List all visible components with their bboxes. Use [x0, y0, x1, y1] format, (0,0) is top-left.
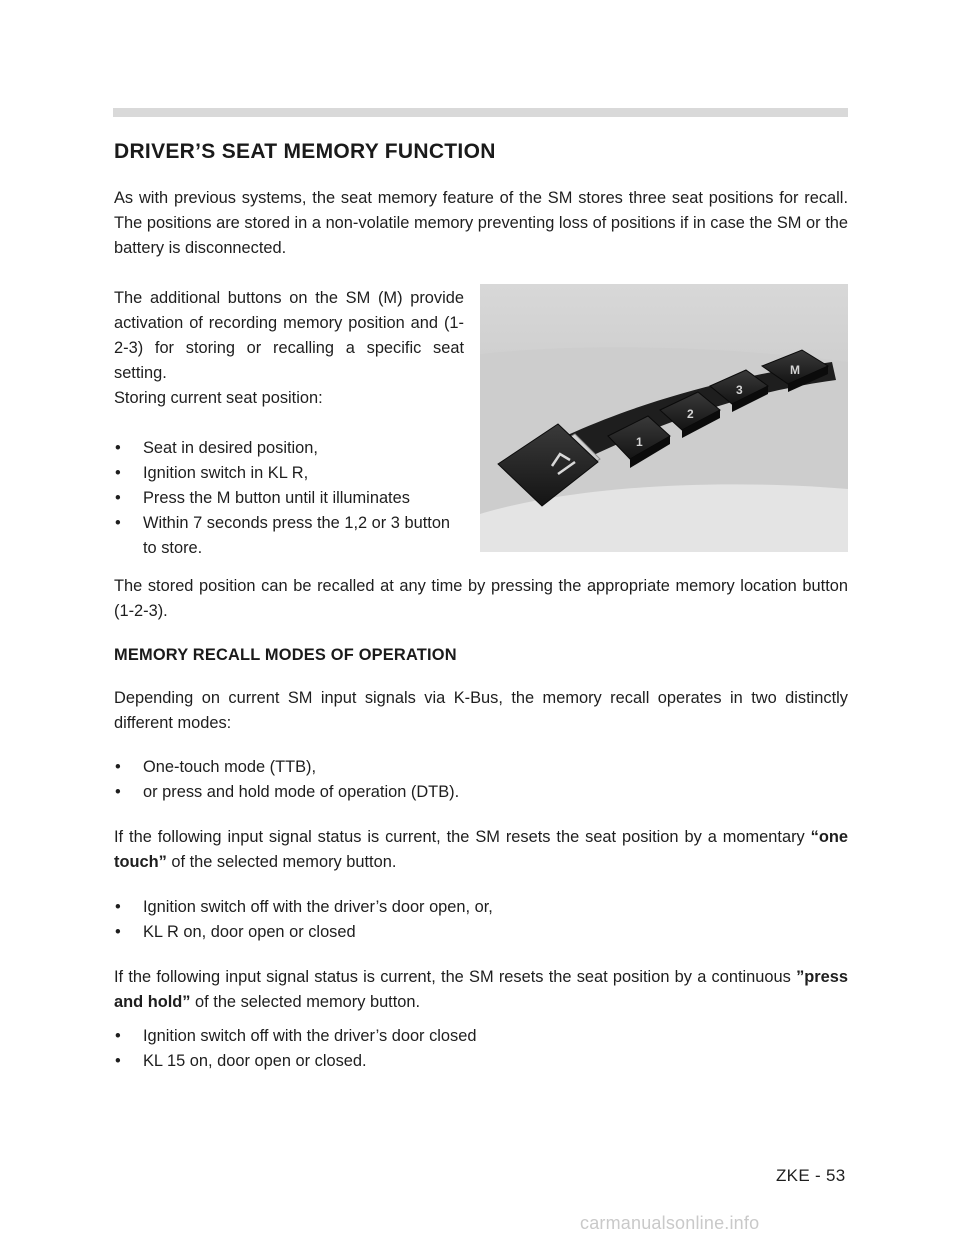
one-touch-conditions-list	[114, 895, 848, 945]
list-item: • or press and hold mode of operation (DTB).	[114, 780, 848, 805]
seat-control-illustration	[480, 284, 848, 552]
list-item: • Ignition switch off with the driver’s door closed	[114, 1024, 848, 1049]
storing-label: Storing current seat position:	[114, 389, 323, 407]
page-title: DRIVER’S SEAT MEMORY FUNCTION	[114, 140, 496, 163]
svg-text:2: 2	[687, 407, 694, 421]
list-item: • KL 15 on, door open or closed.	[114, 1049, 848, 1074]
bullet-icon: •	[115, 783, 121, 801]
recall-paragraph: The stored position can be recalled at any time by pressing the appropriate memory location button (1-2-3).	[114, 577, 848, 620]
bullet-icon: •	[115, 514, 121, 532]
bullet-icon: •	[115, 1052, 121, 1070]
page-number: ZKE - 53	[776, 1166, 846, 1185]
list-item: • Seat in desired position,	[114, 436, 464, 461]
list-item: • Press the M button until it illuminates	[114, 486, 464, 511]
list-item: • Ignition switch off with the driver’s door open, or,	[114, 895, 848, 920]
top-divider	[113, 108, 848, 117]
svg-text:3: 3	[736, 383, 743, 397]
bullet-icon: •	[115, 464, 121, 482]
list-item: • One-touch mode (TTB),	[114, 755, 848, 780]
modes-list	[114, 755, 848, 805]
bullet-icon: •	[115, 439, 121, 457]
press-hold-emphasis: ”press and hold”	[114, 968, 848, 1011]
one-touch-paragraph: If the following input signal status is current, the SM resets the seat position by a momentary “one touch” of the selected memory button.	[114, 828, 848, 871]
bullet-icon: •	[115, 898, 121, 916]
modes-intro-paragraph: Depending on current SM input signals via K-Bus, the memory recall operates in two distinctly different modes:	[114, 689, 848, 732]
seat-memory-buttons-photo	[480, 284, 848, 552]
svg-text:1: 1	[636, 435, 643, 449]
storing-steps-list	[114, 436, 464, 561]
bullet-icon: •	[115, 489, 121, 507]
bullet-icon: •	[115, 923, 121, 941]
watermark-link[interactable]: carmanualsonline.info	[580, 1213, 760, 1233]
section-heading: MEMORY RECALL MODES OF OPERATION	[114, 646, 457, 664]
list-item: • KL R on, door open or closed	[114, 920, 848, 945]
intro-paragraph: As with previous systems, the seat memory feature of the SM stores three seat positions for recall. The positions are stored in a non-volatile memory preventing loss of positions if in case the SM or the battery is disconnected.	[114, 189, 848, 257]
list-item: • Ignition switch in KL R,	[114, 461, 464, 486]
one-touch-emphasis: “one touch”	[114, 828, 848, 871]
bullet-icon: •	[115, 758, 121, 776]
list-item: • Within 7 seconds press the 1,2 or 3 button to store.	[114, 511, 464, 561]
press-hold-conditions-list	[114, 1024, 848, 1074]
svg-text:M: M	[790, 363, 800, 377]
press-hold-paragraph: If the following input signal status is current, the SM resets the seat position by a continuous ”press and hold” of the selected memory button.	[114, 968, 848, 1011]
bullet-icon: •	[115, 1027, 121, 1045]
buttons-paragraph: The additional buttons on the SM (M) provide activation of recording memory position and (1-2-3) for storing or recalling a specific seat setting.	[114, 289, 464, 382]
